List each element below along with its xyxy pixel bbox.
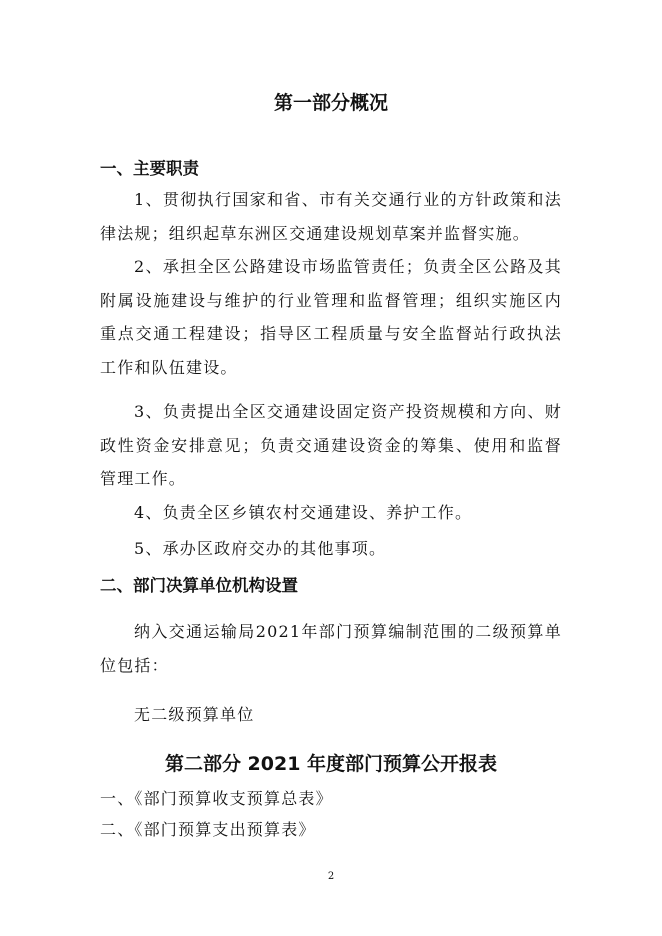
section1-heading: 一、主要职责 [100, 159, 199, 178]
duty-item-4: 4、负责全区乡镇农村交通建设、养护工作。 [134, 503, 473, 522]
duty-item-3: 3、负责提出全区交通建设固定资产投资规模和方向、财政性资金安排意见；负责交通建设资金的筹集、使用和监督管理工作。 [100, 402, 562, 488]
part2-title: 第二部分 2021 年度部门预算公开报表 [164, 753, 498, 775]
table-list-item-1: 一、《部门预算收支预算总表》 [100, 789, 333, 808]
table-list-item-2: 二、《部门预算支出预算表》 [100, 820, 316, 839]
duty-item-5: 5、承办区政府交办的其他事项。 [134, 539, 387, 558]
page-number: 2 [327, 871, 335, 882]
section2-note: 无二级预算单位 [134, 705, 255, 724]
section2-heading: 二、部门决算单位机构设置 [100, 576, 298, 595]
duty-item-1: 1、贯彻执行国家和省、市有关交通行业的方针政策和法律法规；组织起草东洲区交通建设规划草案并监督实施。 [100, 190, 562, 243]
section2-paragraph: 纳入交通运输局2021年部门预算编制范围的二级预算单位包括： [100, 622, 562, 675]
part1-title: 第一部分概况 [273, 92, 388, 114]
duty-item-2: 2、承担全区公路建设市场监管责任；负责全区公路及其附属设施建设与维护的行业管理和监督管理；组织实施区内重点交通工程建设；指导区工程质量与安全监督站行政执法工作和队伍建设。 [100, 257, 562, 377]
